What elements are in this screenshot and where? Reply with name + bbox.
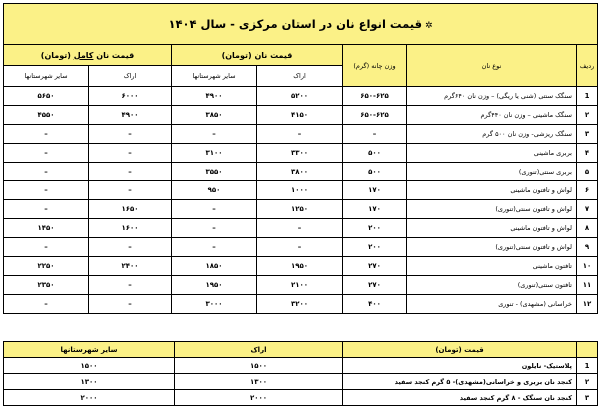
full-price-other-cities: – <box>4 238 89 257</box>
dough-weight: – <box>343 124 407 143</box>
header-price-group: قیمت نان (تومان) <box>172 45 343 66</box>
dough-weight: ۱۷۰ <box>343 200 407 219</box>
full-price-other-cities: ۲۲۵۰ <box>4 257 89 276</box>
table-row <box>4 87 598 106</box>
price-other-cities: ۱۵۰۰ <box>4 358 175 374</box>
header-other-cities: سایر شهرستانها <box>172 66 257 87</box>
table-row <box>4 200 598 219</box>
full-price-other-cities: – <box>4 162 89 181</box>
full-price-arak: ۲۴۰۰ <box>89 257 172 276</box>
header-empty <box>577 342 598 358</box>
price-other-cities: – <box>172 238 257 257</box>
row-number: 1 <box>577 87 598 106</box>
full-price-arak: – <box>89 275 172 294</box>
dough-weight: ۶۵۰-۶۲۵ <box>343 105 407 124</box>
full-price-suffix: (تومان) <box>40 50 71 60</box>
dough-weight: ۶۵۰-۶۲۵ <box>343 87 407 106</box>
full-price-other-cities: – <box>4 143 89 162</box>
price-arak: ۱۵۰۰ <box>175 358 343 374</box>
header-full-other-cities: سایر شهرستانها <box>4 66 89 87</box>
dough-weight: ۲۰۰ <box>343 219 407 238</box>
price-arak: ۴۱۵۰ <box>257 105 343 124</box>
row-number: ۳ <box>577 124 598 143</box>
dough-weight: ۲۷۰ <box>343 257 407 276</box>
full-price-other-cities: – <box>4 294 89 313</box>
price-arak: ۲۰۰۰ <box>175 390 343 406</box>
bread-price-table <box>3 3 598 314</box>
full-price-other-cities: – <box>4 200 89 219</box>
full-price-other-cities: – <box>4 181 89 200</box>
full-price-arak: – <box>89 162 172 181</box>
table-title <box>4 4 598 45</box>
extras-price-table <box>3 341 598 406</box>
full-price-arak: – <box>89 124 172 143</box>
table-row <box>4 181 598 200</box>
dough-weight: ۵۰۰ <box>343 143 407 162</box>
full-price-other-cities: – <box>4 124 89 143</box>
full-price-arak: ۱۶۰۰ <box>89 219 172 238</box>
full-price-arak: – <box>89 181 172 200</box>
row-number: ۱۰ <box>577 257 598 276</box>
price-arak: – <box>257 238 343 257</box>
price-arak: ۳۲۰۰ <box>257 294 343 313</box>
full-price-prefix: قیمت نان <box>96 50 135 60</box>
bread-name: سنگک ماشینی – وزن نان ۴۴۰گرم <box>407 105 577 124</box>
row-number: ۱۱ <box>577 275 598 294</box>
price-arak: ۱۳۰۰ <box>175 374 343 390</box>
dough-weight: ۲۷۰ <box>343 275 407 294</box>
bread-name: لواش و تافتون سنتی(تنوری) <box>407 238 577 257</box>
price-other-cities: ۴۹۰۰ <box>172 87 257 106</box>
item-name: پلاستیک- نایلون <box>343 358 577 374</box>
full-price-other-cities: ۴۵۵۰ <box>4 105 89 124</box>
price-arak: ۵۲۰۰ <box>257 87 343 106</box>
table-row <box>4 294 598 313</box>
table-row <box>4 238 598 257</box>
table-title-text: قیمت انواع نان در استان مرکزی - سال ۱۴۰۴ <box>168 17 423 31</box>
price-arak: ۱۲۵۰ <box>257 200 343 219</box>
price-other-cities: ۳۵۵۰ <box>172 162 257 181</box>
bread-name: سنگک ریزشی- وزن نان ۵۰۰ گرم <box>407 124 577 143</box>
bread-name: بربری ماشینی <box>407 143 577 162</box>
bread-name: لواش و تافتون ماشینی <box>407 181 577 200</box>
row-number: ۱۲ <box>577 294 598 313</box>
dough-weight: ۱۷۰ <box>343 181 407 200</box>
star-icon: ✲ <box>425 21 433 31</box>
full-price-word: کامل <box>73 50 94 60</box>
header-row-num: ردیف <box>577 45 598 87</box>
dough-weight: ۲۰۰ <box>343 238 407 257</box>
table-row <box>4 390 598 406</box>
full-price-arak: ۶۰۰۰ <box>89 87 172 106</box>
header-arak: اراک <box>175 342 343 358</box>
table-row <box>4 275 598 294</box>
item-name: کنجد نان بربری و خراسانی(مشهدی)- ۵ گرم کنجد سفید <box>343 374 577 390</box>
full-price-other-cities: ۲۳۵۰ <box>4 275 89 294</box>
full-price-other-cities: ۵۶۵۰ <box>4 87 89 106</box>
price-other-cities: ۹۵۰ <box>172 181 257 200</box>
price-other-cities: – <box>172 124 257 143</box>
table-row <box>4 124 598 143</box>
full-price-arak: ۴۹۰۰ <box>89 105 172 124</box>
price-other-cities: ۳۱۰۰ <box>172 143 257 162</box>
item-name: کنجد نان سنگک - ۸ گرم کنجد سفید <box>343 390 577 406</box>
header-dough-weight: وزن چانه (گرم) <box>343 45 407 87</box>
table-row <box>4 257 598 276</box>
bread-name: بربری سنتی(تنوری) <box>407 162 577 181</box>
row-number: ۲ <box>577 374 598 390</box>
row-number: ۵ <box>577 162 598 181</box>
bread-name: تافتون سنتی(تنوری) <box>407 275 577 294</box>
header-bread-type: نوع نان <box>407 45 577 87</box>
full-price-arak: – <box>89 238 172 257</box>
full-price-arak: – <box>89 143 172 162</box>
bread-name: سنگک سنتی (شنی یا ریگی) – وزن نان ۶۴۰گرم <box>407 87 577 106</box>
price-arak: ۱۹۵۰ <box>257 257 343 276</box>
price-other-cities: ۱۳۰۰ <box>4 374 175 390</box>
price-arak: – <box>257 219 343 238</box>
header-other-cities: سایر شهرستانها <box>4 342 175 358</box>
row-number: 1 <box>577 358 598 374</box>
table-row <box>4 162 598 181</box>
header-full-price-group <box>4 45 172 66</box>
row-number: ۸ <box>577 219 598 238</box>
full-price-other-cities: ۱۴۵۰ <box>4 219 89 238</box>
table-row <box>4 358 598 374</box>
price-other-cities: – <box>172 219 257 238</box>
price-other-cities: ۱۸۵۰ <box>172 257 257 276</box>
bread-name: خراسانی (مشهدی) - تنوری <box>407 294 577 313</box>
full-price-arak: – <box>89 294 172 313</box>
row-number: ۴ <box>577 143 598 162</box>
table-row <box>4 219 598 238</box>
row-number: ۳ <box>577 390 598 406</box>
dough-weight: ۵۰۰ <box>343 162 407 181</box>
row-number: ۲ <box>577 105 598 124</box>
table-row <box>4 105 598 124</box>
header-arak: اراک <box>257 66 343 87</box>
price-other-cities: ۱۹۵۰ <box>172 275 257 294</box>
price-other-cities: ۳۸۵۰ <box>172 105 257 124</box>
price-arak: – <box>257 124 343 143</box>
price-arak: ۳۳۰۰ <box>257 143 343 162</box>
table-row <box>4 374 598 390</box>
price-arak: ۲۱۰۰ <box>257 275 343 294</box>
row-number: ۷ <box>577 200 598 219</box>
row-number: ۹ <box>577 238 598 257</box>
bread-name: تافتون ماشینی <box>407 257 577 276</box>
price-other-cities: ۳۰۰۰ <box>172 294 257 313</box>
price-arak: ۳۸۰۰ <box>257 162 343 181</box>
bread-name: لواش و تافتون ماشینی <box>407 219 577 238</box>
bread-name: لواش و تافتون سنتی(تنوری) <box>407 200 577 219</box>
header-price-label: قیمت (تومان) <box>343 342 577 358</box>
price-other-cities: – <box>172 200 257 219</box>
table-row <box>4 143 598 162</box>
header-full-arak: اراک <box>89 66 172 87</box>
full-price-arak: ۱۶۵۰ <box>89 200 172 219</box>
price-arak: ۱۰۰۰ <box>257 181 343 200</box>
price-other-cities: ۲۰۰۰ <box>4 390 175 406</box>
row-number: ۶ <box>577 181 598 200</box>
dough-weight: ۴۰۰ <box>343 294 407 313</box>
